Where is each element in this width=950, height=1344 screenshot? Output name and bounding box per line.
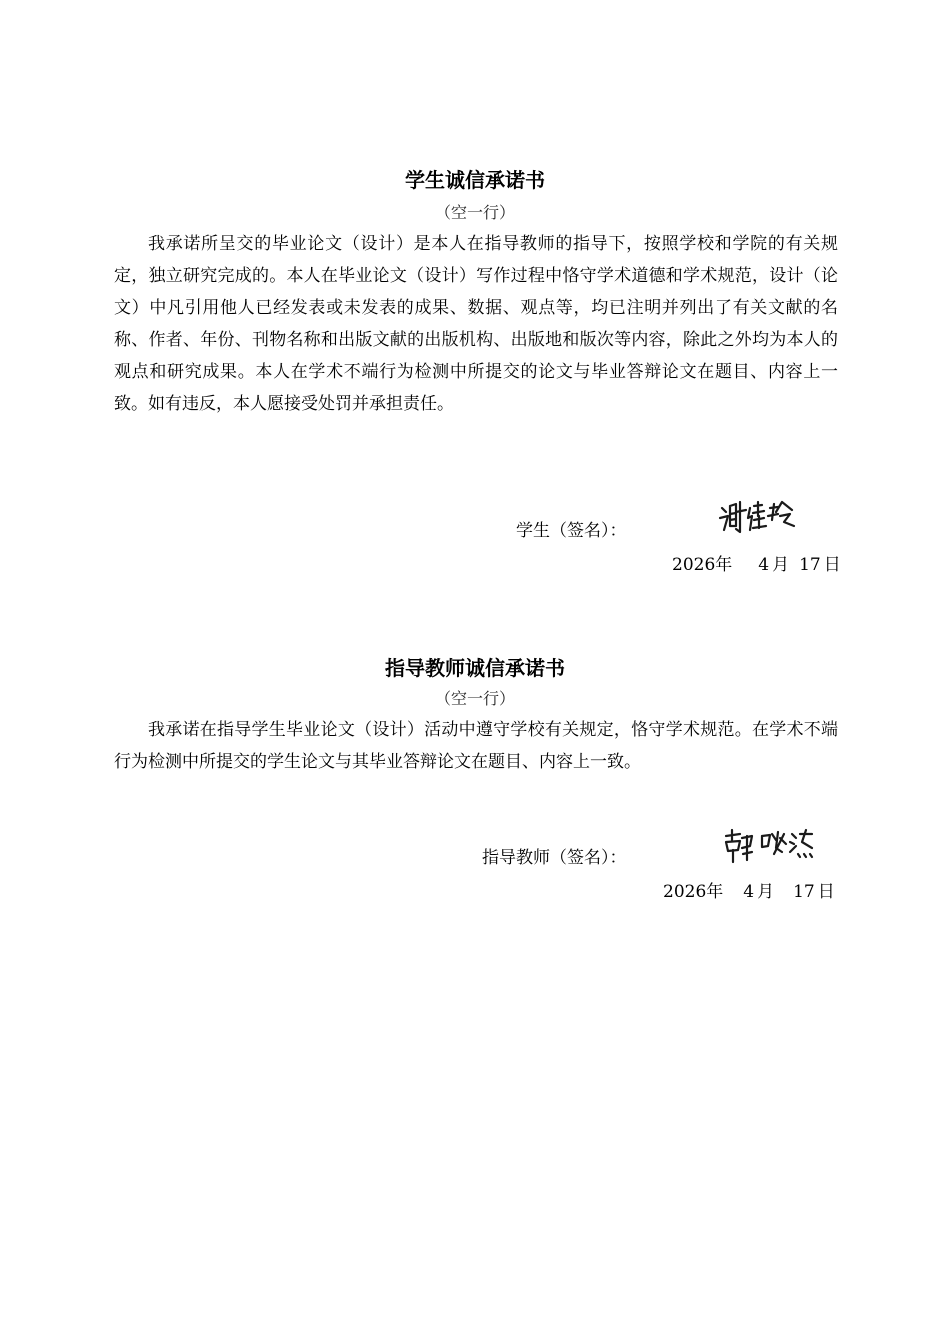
- student-pledge-body: 我承诺所呈交的毕业论文（设计）是本人在指导教师的指导下，按照学校和学院的有关规定，独立研究完成的。本人在毕业论文（设计）写作过程中恪守学术道德和学术规范，设计（论文）中凡引用他人已经发表或未发表的成果、数据、观点等，均已注明并列出了有关文献的名称、作者、年份、刊物名称和出版文献的出版机构、出版地和版次等内容，除此之外均为本人的观点和研究成果。本人在学术不端行为检测中所提交的论文与毕业答辩论文在题目、内容上一致。如有违反，本人愿接受处罚并承担责任。: [114, 234, 838, 414]
- teacher-blank-line-note: （空一行）: [434, 689, 515, 708]
- student-signature-image: [716, 496, 802, 536]
- student-date-month: 4: [758, 555, 770, 575]
- student-date: [672, 553, 841, 577]
- student-date-month-unit: 月: [772, 555, 790, 575]
- teacher-signature-image: [722, 826, 818, 866]
- teacher-date-day: 17: [793, 882, 815, 902]
- teacher-date-day-unit: 日: [817, 882, 835, 902]
- teacher-date: [663, 880, 835, 904]
- teacher-date-month: 4: [743, 882, 755, 902]
- student-blank-line-note: （空一行）: [434, 203, 515, 222]
- student-pledge-title: 学生诚信承诺书: [405, 168, 545, 192]
- student-date-day-unit: 日: [823, 555, 841, 575]
- student-date-year-unit: 年: [715, 555, 733, 575]
- teacher-date-year: 2026: [663, 882, 707, 902]
- teacher-pledge-body: 我承诺在指导学生毕业论文（设计）活动中遵守学校有关规定，恪守学术规范。在学术不端行为检测中所提交的学生论文与其毕业答辩论文在题目、内容上一致。: [114, 720, 838, 772]
- student-signature-label: 学生（签名）：: [516, 521, 627, 541]
- teacher-pledge-title: 指导教师诚信承诺书: [385, 656, 565, 680]
- teacher-date-year-unit: 年: [706, 882, 724, 902]
- student-date-day: 17: [799, 555, 821, 575]
- teacher-signature-label: 指导教师（签名）：: [482, 848, 627, 868]
- student-date-year: 2026: [672, 555, 716, 575]
- teacher-date-month-unit: 月: [757, 882, 775, 902]
